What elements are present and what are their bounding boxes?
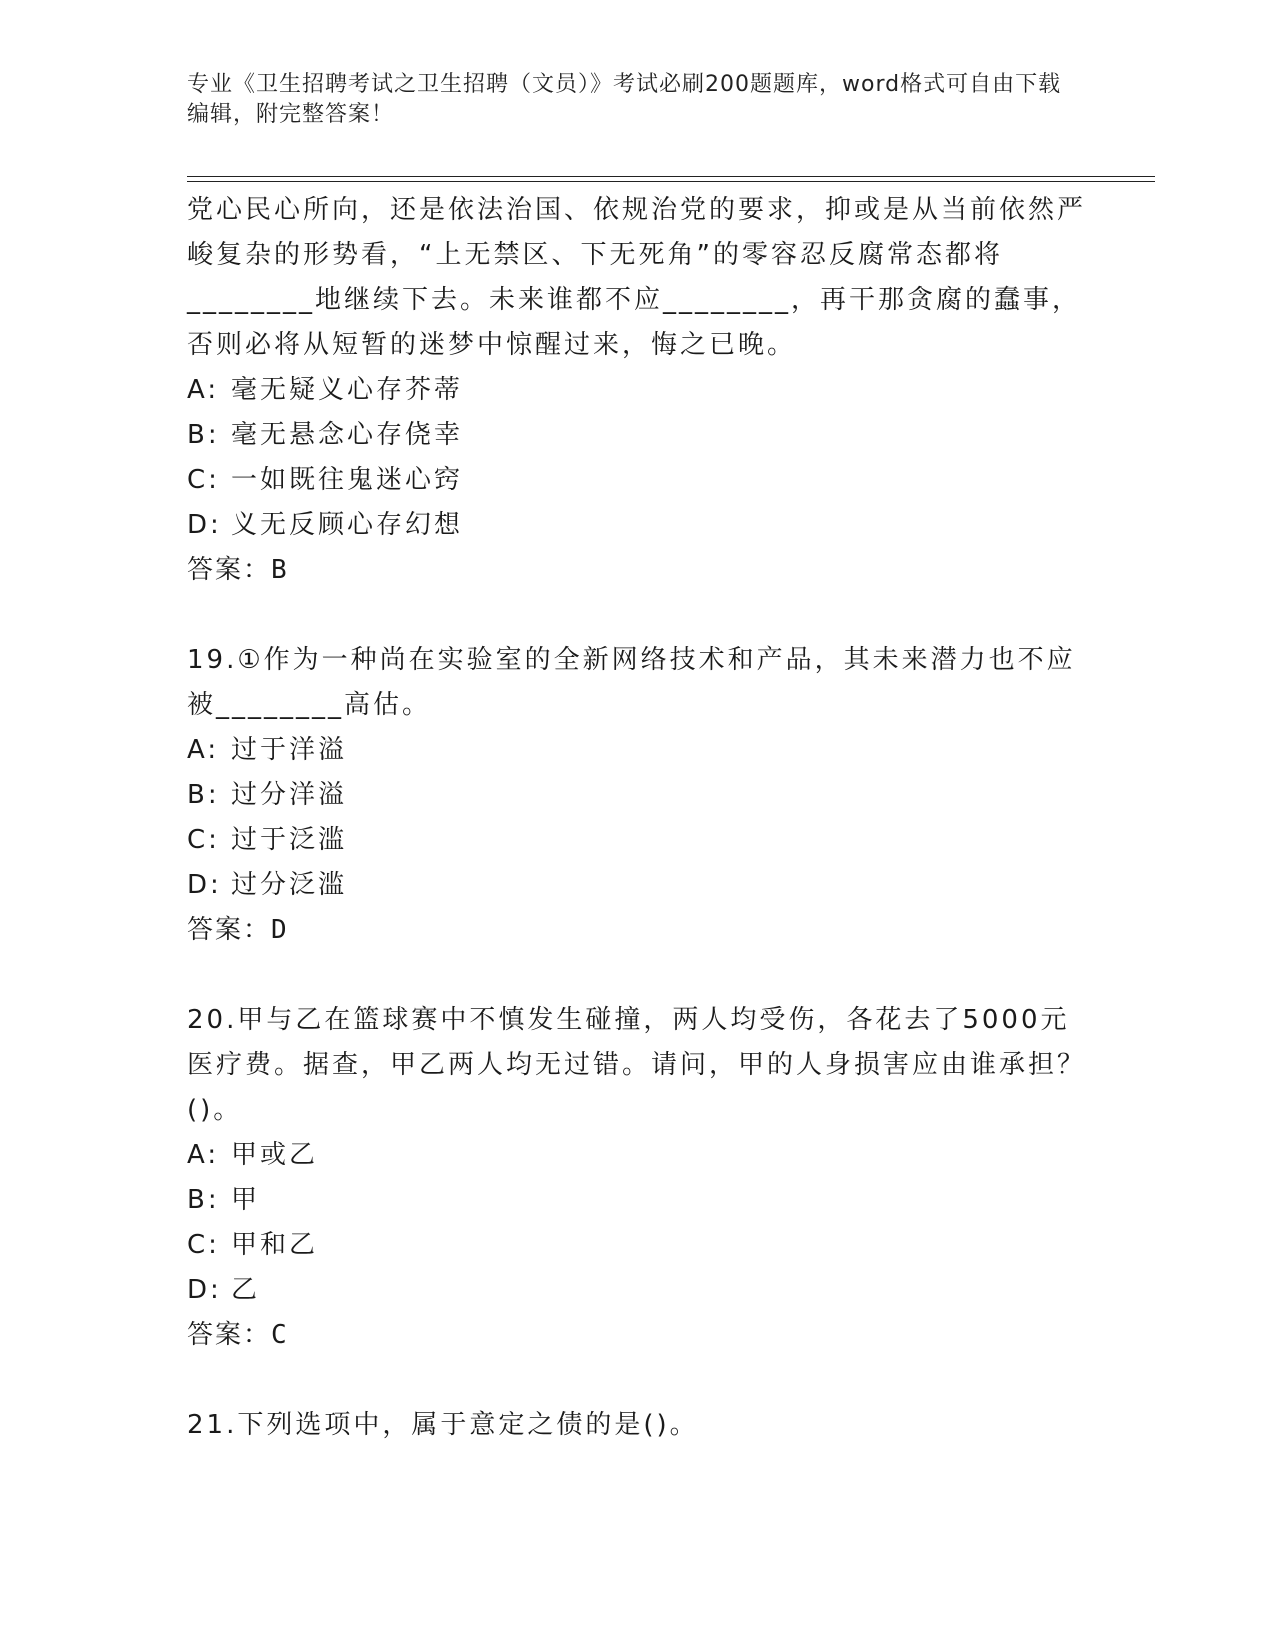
- option-a: A: 甲或乙: [187, 1140, 319, 1170]
- option-c: C: 甲和乙: [187, 1230, 319, 1260]
- question-text: 党心民心所向，还是依法治国、依规治党的要求，抑或是从当前依然严峻复杂的形势看，“上无禁区、下无死角”的零容忍反腐常态都将________地继续下去。未来谁都不应________，再干那贪腐的蠢事，否则必将从短暂的迷梦中惊醒过来，悔之已晚。: [187, 195, 1087, 360]
- option-d: D: 义无反顾心存幻想: [187, 510, 464, 540]
- option-a: A: 过于洋溢: [187, 735, 348, 765]
- answer-line: 答案：B: [187, 555, 289, 585]
- option-a: A: 毫无疑义心存芥蒂: [187, 375, 464, 405]
- document-body: [187, 188, 1087, 1448]
- question-continuation: [187, 188, 1087, 593]
- option-b: B: 毫无悬念心存侥幸: [187, 420, 464, 450]
- question-text: 20.甲与乙在篮球赛中不慎发生碰撞，两人均受伤，各花去了5000元医疗费。据查，甲乙两人均无过错。请问，甲的人身损害应由谁承担？()。: [187, 1005, 1087, 1125]
- answer-line: 答案：D: [187, 915, 289, 945]
- option-d: D: 过分泛滥: [187, 870, 348, 900]
- option-b: B: 过分洋溢: [187, 780, 348, 810]
- question-19: [187, 638, 1087, 953]
- document-header: 专业《卫生招聘考试之卫生招聘（文员）》考试必刷200题题库，word格式可自由下载编辑，附完整答案！: [187, 72, 1062, 127]
- header-divider-bottom: [187, 181, 1155, 182]
- question-text: 21.下列选项中，属于意定之债的是()。: [187, 1410, 699, 1440]
- option-b: B: 甲: [187, 1185, 261, 1215]
- question-text: 19.①作为一种尚在实验室的全新网络技术和产品，其未来潜力也不应被________高估。: [187, 645, 1076, 720]
- question-20: [187, 998, 1087, 1358]
- question-21: [187, 1403, 1087, 1448]
- option-c: C: 一如既往鬼迷心窍: [187, 465, 464, 495]
- option-d: D: 乙: [187, 1275, 261, 1305]
- option-c: C: 过于泛滥: [187, 825, 348, 855]
- answer-line: 答案：C: [187, 1320, 289, 1350]
- header-divider-top: [187, 176, 1155, 177]
